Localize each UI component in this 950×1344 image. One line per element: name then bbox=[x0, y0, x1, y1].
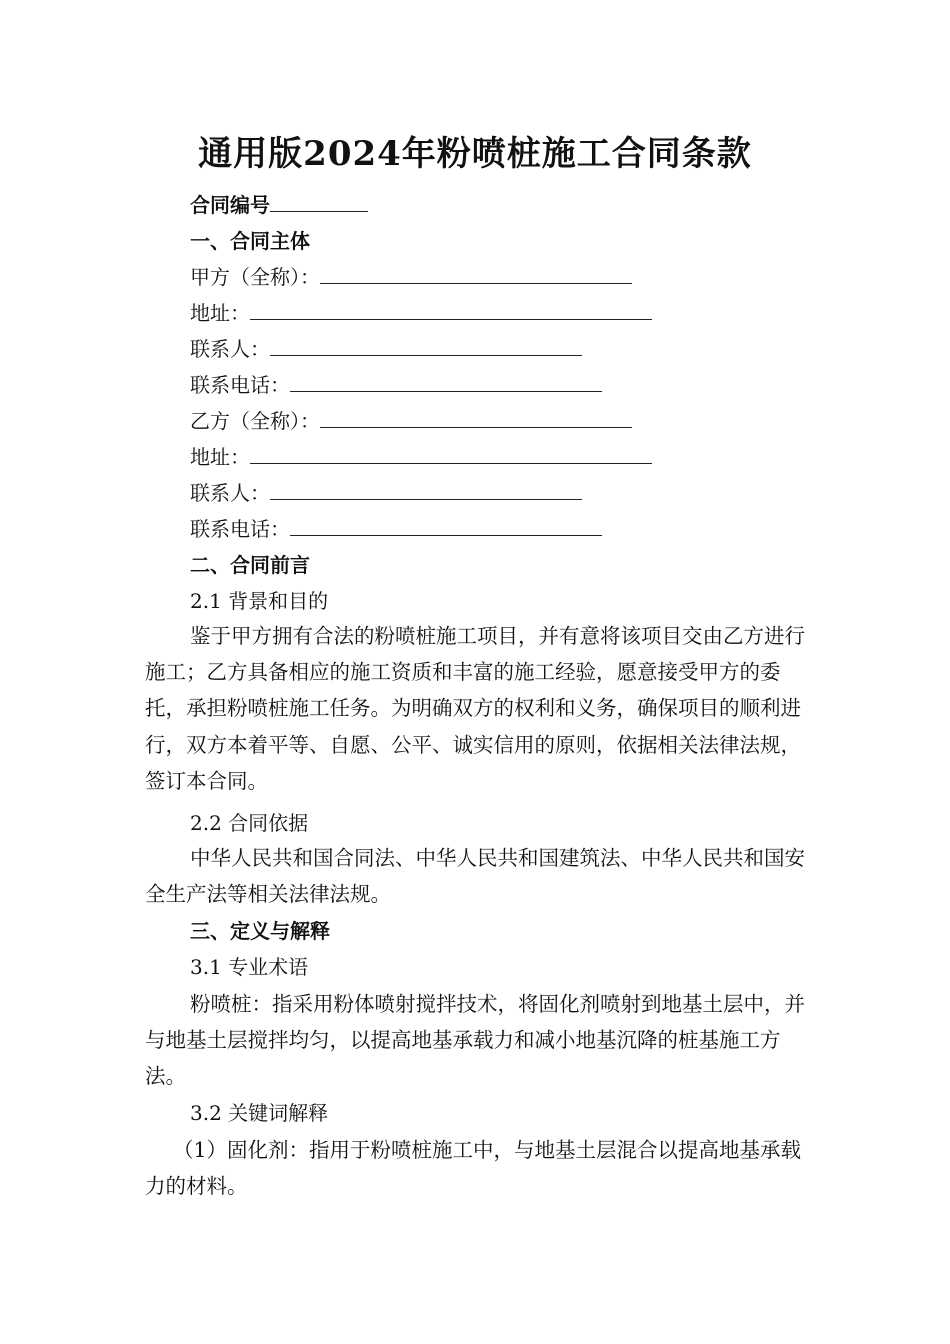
party-b-contact-blank[interactable] bbox=[270, 479, 582, 500]
party-b-address-blank[interactable] bbox=[250, 443, 652, 464]
party-b-name-blank[interactable] bbox=[320, 407, 632, 428]
paragraph-keywords-text: （1）固化剂：指用于粉喷桩施工中，与地基土层混合以提高地基承载力的材料。 bbox=[145, 1138, 802, 1199]
paragraph-legal-basis-text: 中华人民共和国合同法、中华人民共和国建筑法、中华人民共和国安全生产法等相关法律法规。 bbox=[145, 846, 805, 907]
section-heading-preamble: 二、合同前言 bbox=[190, 553, 310, 577]
party-b-phone-label: 联系电话： bbox=[190, 517, 290, 541]
party-b-address-label: 地址： bbox=[190, 445, 250, 469]
party-a-contact-line bbox=[190, 334, 582, 364]
contract-number-line bbox=[190, 190, 368, 220]
document-title: 通用版2024年粉喷桩施工合同条款 bbox=[198, 134, 752, 174]
party-b-contact-line bbox=[190, 478, 582, 508]
paragraph-background bbox=[145, 618, 805, 799]
subheading-legal-basis: 2.2 合同依据 bbox=[190, 811, 309, 835]
contract-number-blank[interactable] bbox=[270, 191, 368, 212]
party-a-phone-line bbox=[190, 370, 602, 400]
party-a-phone-label: 联系电话： bbox=[190, 373, 290, 397]
section-heading-parties: 一、合同主体 bbox=[190, 229, 310, 253]
paragraph-terms-text: 粉喷桩：指采用粉体喷射搅拌技术，将固化剂喷射到地基土层中，并与地基土层搅拌均匀，以提高地基承载力和减小地基沉降的桩基施工方法。 bbox=[145, 992, 805, 1089]
subheading-background: 2.1 背景和目的 bbox=[190, 589, 329, 613]
party-a-name-label: 甲方（全称）： bbox=[190, 265, 320, 289]
party-a-contact-blank[interactable] bbox=[270, 335, 582, 356]
party-b-phone-line bbox=[190, 514, 602, 544]
party-b-name-line bbox=[190, 406, 632, 436]
party-b-address-line bbox=[190, 442, 652, 472]
contract-number-label: 合同编号 bbox=[190, 193, 270, 217]
party-b-phone-blank[interactable] bbox=[290, 515, 602, 536]
party-a-address-line bbox=[190, 298, 652, 328]
paragraph-legal-basis bbox=[145, 840, 805, 912]
party-a-address-label: 地址： bbox=[190, 301, 250, 325]
party-a-phone-blank[interactable] bbox=[290, 371, 602, 392]
paragraph-terms bbox=[145, 986, 805, 1095]
party-a-name-line bbox=[190, 262, 632, 292]
party-a-address-blank[interactable] bbox=[250, 299, 652, 320]
subheading-terms: 3.1 专业术语 bbox=[190, 955, 309, 979]
section-heading-definitions: 三、定义与解释 bbox=[190, 919, 330, 943]
paragraph-keywords bbox=[145, 1132, 805, 1204]
party-b-name-label: 乙方（全称）： bbox=[190, 409, 320, 433]
subheading-keywords: 3.2 关键词解释 bbox=[190, 1101, 329, 1125]
party-a-name-blank[interactable] bbox=[320, 263, 632, 284]
paragraph-background-text: 鉴于甲方拥有合法的粉喷桩施工项目，并有意将该项目交由乙方进行施工；乙方具备相应的施工资质和丰富的施工经验，愿意接受甲方的委托，承担粉喷桩施工任务。为明确双方的权利和义务，确保项目的顺利进行，双方本着平等、自愿、公平、诚实信用的原则，依据相关法律法规，签订本合同。 bbox=[145, 624, 805, 793]
party-b-contact-label: 联系人： bbox=[190, 481, 270, 505]
party-a-contact-label: 联系人： bbox=[190, 337, 270, 361]
